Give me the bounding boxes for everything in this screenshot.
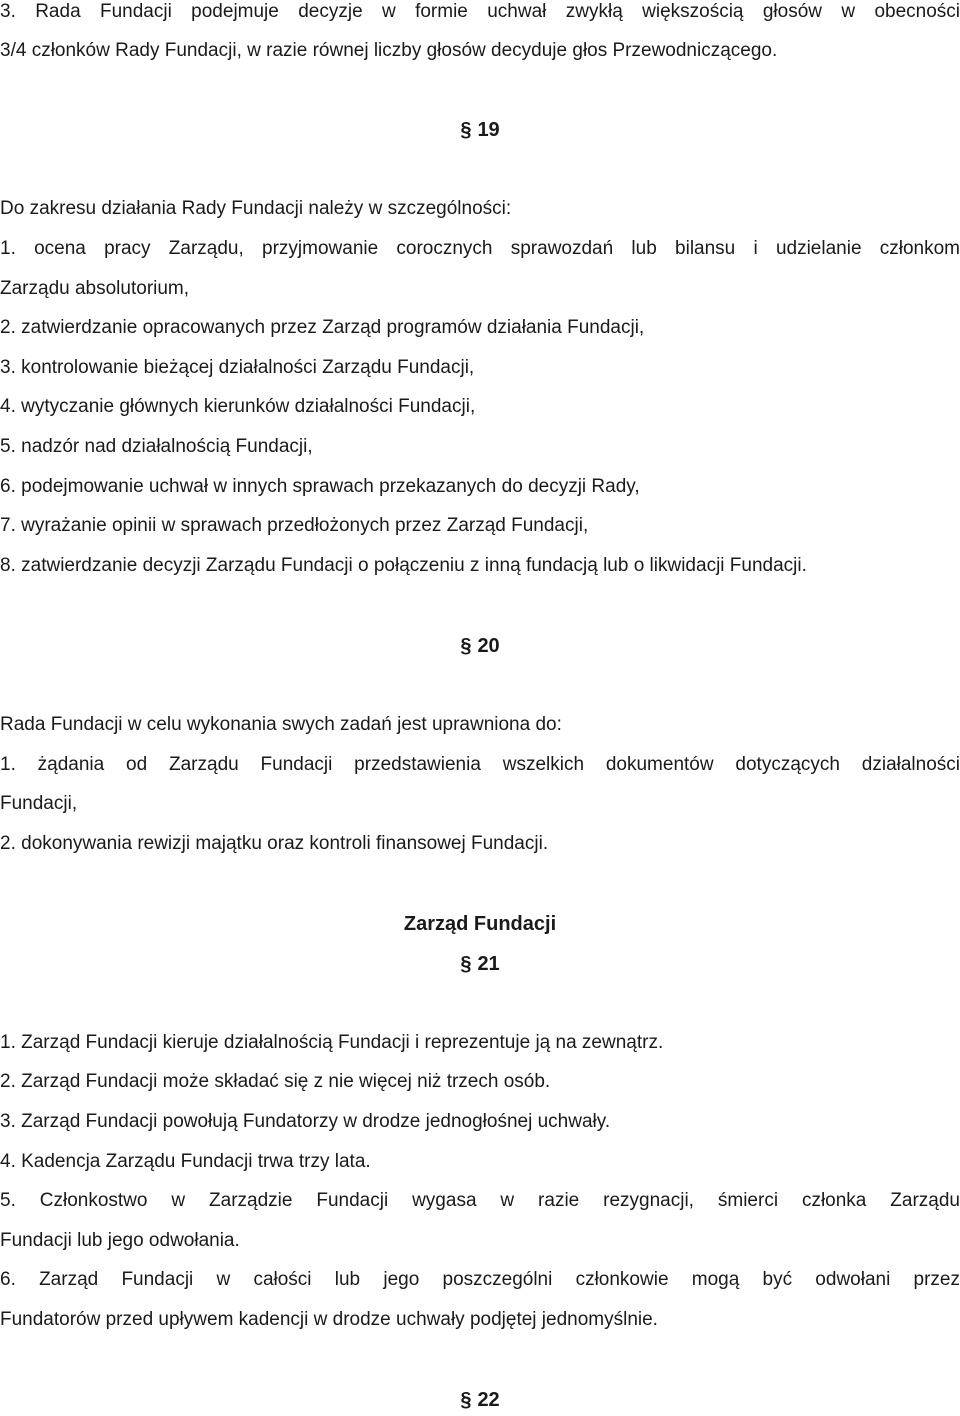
board-heading: Zarząd Fundacji [403,913,557,935]
scope-item: Zarządu absolutorium, [0,278,190,299]
scope-item: 6. podejmowanie uchwał w innych sprawach przekazanych do decyzji Rady, [0,476,640,497]
section-symbol: § [460,953,472,975]
section-symbol: § [460,635,472,657]
board-item: 6. Zarząd Fundacji w całości lub jego poszczególni członkowie mogą być odwołani przez [0,1269,960,1290]
section-symbol: § [460,119,472,141]
board-item: Fundacji lub jego odwołania. [0,1230,240,1251]
section-number: 19 [477,119,500,141]
section-20-heading [0,633,960,659]
section-19-heading [0,117,960,143]
paragraph-3-line-1: 3. Rada Fundacji podejmuje decyzje w formie uchwał zwykłą większością głosów w obecności [0,1,960,22]
scope-item: 1. ocena pracy Zarządu, przyjmowanie corocznych sprawozdań lub bilansu i udzielanie członkom [0,238,960,259]
scope-item: 8. zatwierdzanie decyzji Zarządu Fundacji o połączeniu z inną fundacją lub o likwidacji Fundacji. [0,555,807,576]
board-item: 5. Członkostwo w Zarządzie Fundacji wygasa w razie rezygnacji, śmierci członka Zarządu [0,1190,960,1211]
scope-item: 5. nadzór nad działalnością Fundacji, [0,436,313,457]
scope-item: 4. wytyczanie głównych kierunków działalności Fundacji, [0,396,476,417]
board-item: 4. Kadencja Zarządu Fundacji trwa trzy lata. [0,1151,371,1172]
rights-item: Fundacji, [0,793,78,814]
board-item: 2. Zarząd Fundacji może składać się z nie więcej niż trzech osób. [0,1071,551,1092]
board-item: 1. Zarząd Fundacji kieruje działalnością Fundacji i reprezentuje ją na zewnątrz. [0,1032,664,1053]
section-symbol: § [460,1389,472,1411]
section-number: 20 [477,635,500,657]
scope-item: 7. wyrażanie opinii w sprawach przedłożonych przez Zarząd Fundacji, [0,515,589,536]
rights-item: 1. żądania od Zarządu Fundacji przedstawienia wszelkich dokumentów dotyczących działalności [0,754,960,775]
rights-intro: Rada Fundacji w celu wykonania swych zadań jest uprawniona do: [0,714,562,735]
scope-intro: Do zakresu działania Rady Fundacji należy w szczególności: [0,198,512,219]
section-number: 22 [477,1389,500,1411]
section-number: 21 [477,953,500,975]
rights-item: 2. dokonywania rewizji majątku oraz kontroli finansowej Fundacji. [0,833,549,854]
section-22-heading [0,1387,960,1413]
scope-item: 3. kontrolowanie bieżącej działalności Zarządu Fundacji, [0,357,475,378]
scope-item: 2. zatwierdzanie opracowanych przez Zarząd programów działania Fundacji, [0,317,645,338]
paragraph-3-line-2: 3/4 członków Rady Fundacji, w razie równej liczby głosów decyduje głos Przewodniczącego. [0,40,778,61]
board-item: 3. Zarząd Fundacji powołują Fundatorzy w drodze jednogłośnej uchwały. [0,1111,611,1132]
board-item: Fundatorów przed upływem kadencji w drodze uchwały podjętej jednomyślnie. [0,1309,658,1330]
section-21-heading [0,951,960,977]
